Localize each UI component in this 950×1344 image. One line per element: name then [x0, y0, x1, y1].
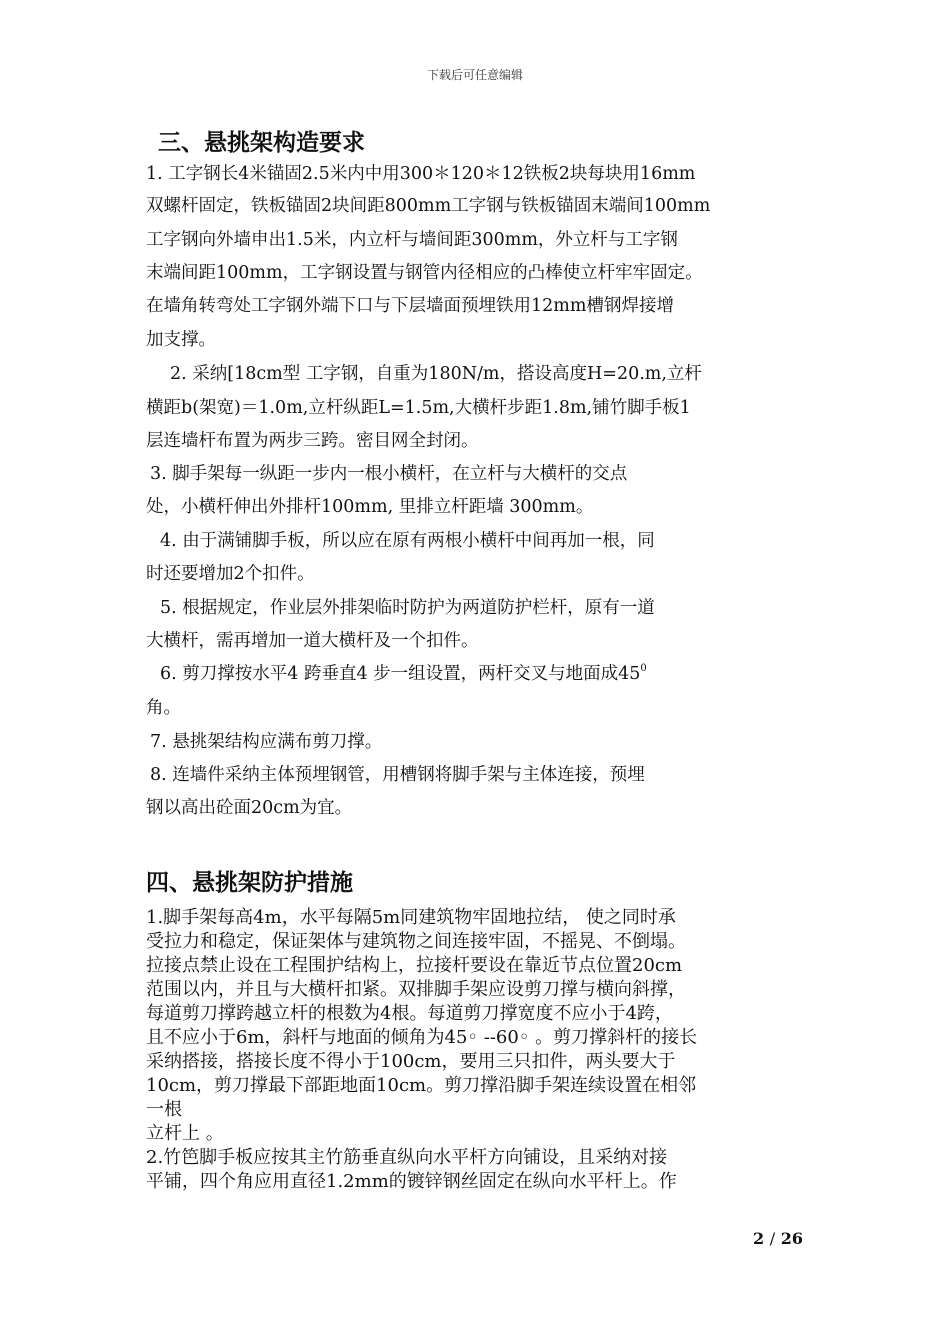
- text-line: 时还要增加2个扣件。: [146, 564, 315, 584]
- text-line: 7. 悬挑架结构应满布剪刀撑。: [150, 732, 383, 752]
- text-line: 5. 根据规定，作业层外排架临时防护为两道防护栏杆，原有一道: [160, 598, 655, 618]
- text-line: 每道剪刀撑跨越立杆的根数为4根。每道剪刀撑宽度不应小于4跨，: [146, 1003, 673, 1024]
- text-line: 3. 脚手架每一纵距一步内一根小横杆，在立杆与大横杆的交点: [150, 464, 628, 484]
- text-line: 采纳搭接，搭接长度不得小于100cm，要用三只扣件，两头要大于: [146, 1051, 676, 1072]
- current-page: 2: [753, 1229, 765, 1248]
- text-line: 角。: [146, 698, 181, 718]
- text-line: 范围以内，并且与大横杆扣紧。双排脚手架应设剪刀撑与横向斜撑，: [146, 979, 686, 1000]
- text-line: 处，小横杆伸出外排杆100mm, 里排立杆距墙 300mm。: [146, 497, 594, 517]
- text-line: 4. 由于满铺脚手板，所以应在原有两根小横杆中间再加一根，同: [160, 531, 655, 551]
- text-line: 2.竹笆脚手板应按其主竹筋垂直纵向水平杆方向铺设，且采纳对接: [146, 1147, 668, 1168]
- text-line: 双螺杆固定，铁板锚固2块间距800mm工字钢与铁板锚固末端间100mm: [146, 196, 711, 216]
- text-line: 加支撑。: [146, 330, 216, 350]
- text-line: 立杆上 。: [146, 1123, 224, 1144]
- section-3-title: 三、悬挑架构造要求: [158, 129, 365, 156]
- text-line: 在墙角转弯处工字钢外端下口与下层墙面预埋铁用12mm槽钢焊接增: [146, 296, 674, 316]
- text-line: 8. 连墙件采纳主体预埋钢管，用槽钢将脚手架与主体连接，预埋: [150, 765, 645, 785]
- text-line: 一根: [146, 1099, 182, 1120]
- page-number: [753, 1229, 803, 1248]
- text-line: 大横杆，需再增加一道大横杆及一个扣件。: [146, 631, 479, 651]
- text-span: 6. 剪刀撑按水平4 跨垂直4 步一组设置，两杆交叉与地面成45: [160, 664, 641, 684]
- text-line: 10cm，剪刀撑最下部距地面10cm。剪刀撑沿脚手架连续设置在相邻: [146, 1075, 697, 1096]
- text-line: 受拉力和稳定，保证架体与建筑物之间连接牢固，不摇晃、不倒塌。: [146, 931, 686, 952]
- total-pages: 26: [780, 1229, 803, 1248]
- text-line: 2. 采纳[18cm型 工字钢，自重为180N/m，搭设高度H=20.m,立杆: [170, 364, 702, 384]
- degree-superscript: 0: [640, 663, 647, 674]
- text-line: 层连墙杆布置为两步三跨。密目网全封闭。: [146, 431, 479, 451]
- text-line: 且不应小于6m，斜杆与地面的倾角为45◦ --60◦ 。剪刀撑斜杆的接长: [146, 1027, 698, 1048]
- text-line: 工字钢向外墙申出1.5米，内立杆与墙间距300mm，外立杆与工字钢: [146, 230, 678, 250]
- text-line: 1. 工字钢长4米锚固2.5米内中用300＊120＊12铁板2块每块用16mm: [146, 164, 696, 184]
- page-header: 下载后可任意编辑: [426, 68, 523, 82]
- page-separator: /: [769, 1229, 776, 1248]
- text-line: 平铺，四个角应用直径1.2mm的镀锌钢丝固定在纵向水平杆上。作: [146, 1171, 677, 1192]
- text-line: 1.脚手架每高4m，水平每隔5m同建筑物牢固地拉结， 使之同时承: [146, 907, 676, 928]
- text-line: 钢以高出砼面20cm为宜。: [146, 798, 353, 818]
- text-line: [160, 663, 647, 684]
- text-line: 横距b(架宽)＝1.0m,立杆纵距L=1.5m,大横杆步距1.8m,铺竹脚手板1: [146, 398, 691, 418]
- section-4-title: 四、悬挑架防护措施: [146, 869, 353, 896]
- text-line: 末端间距100mm，工字钢设置与钢管内径相应的凸棒使立杆牢牢固定。: [146, 263, 703, 283]
- text-line: 拉接点禁止设在工程围护结构上，拉接杆要设在靠近节点位置20cm: [146, 955, 683, 976]
